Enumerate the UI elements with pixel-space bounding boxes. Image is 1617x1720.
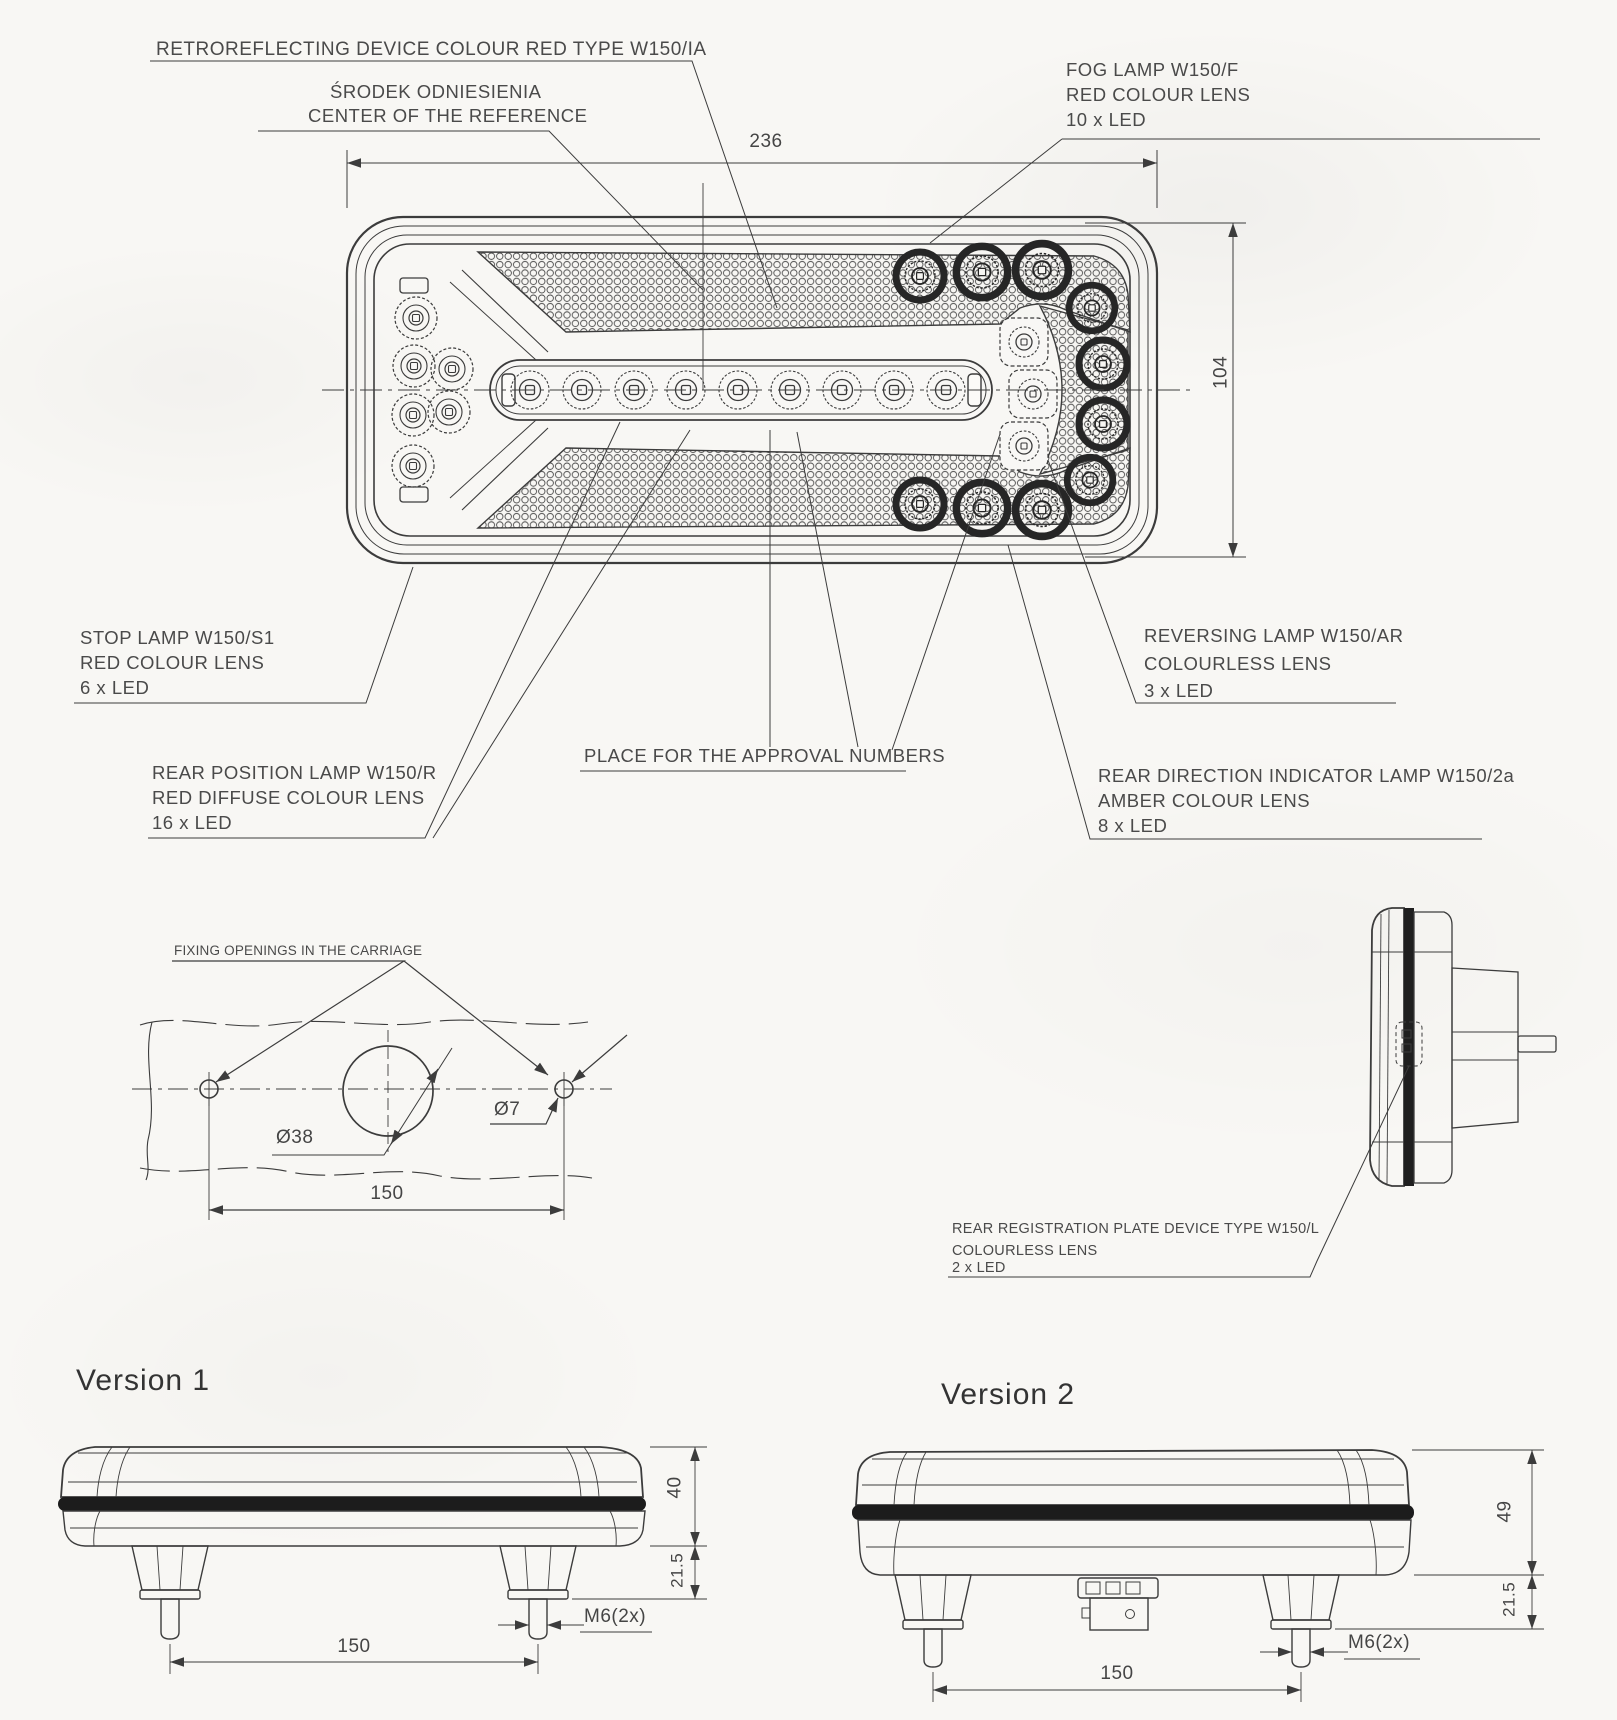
- callout-stop-line1: STOP LAMP W150/S1: [80, 627, 275, 648]
- callout-registration-line2: COLOURLESS LENS: [952, 1243, 1098, 1259]
- dim-v1-stud-spacing: 150: [337, 1636, 371, 1657]
- connector-block: [1078, 1578, 1158, 1630]
- version2-drawing: [852, 1450, 1544, 1702]
- dim-v1-stud-length: 21.5: [667, 1552, 687, 1588]
- callout-reversing-line2: COLOURLESS LENS: [1144, 653, 1332, 674]
- callout-retroreflecting: RETROREFLECTING DEVICE COLOUR RED TYPE W150/IA: [156, 39, 707, 60]
- dim-hole-large: Ø38: [276, 1127, 314, 1148]
- dim-v2-thread: M6(2x): [1348, 1632, 1411, 1653]
- callout-fixing-openings: FIXING OPENINGS IN THE CARRIAGE: [174, 943, 423, 958]
- dim-v2-stud-spacing: 150: [1100, 1663, 1134, 1684]
- version2-title: Version 2: [941, 1378, 1076, 1411]
- callout-leader-lines: [74, 61, 1540, 839]
- callout-indicator-line3: 8 x LED: [1098, 815, 1168, 836]
- callout-approval: PLACE FOR THE APPROVAL NUMBERS: [584, 745, 946, 766]
- callout-fog-line1: FOG LAMP W150/F: [1066, 59, 1239, 80]
- dim-hole-spacing: 150: [370, 1183, 404, 1204]
- callout-indicator-line1: REAR DIRECTION INDICATOR LAMP W150/2a: [1098, 765, 1515, 786]
- callout-stop-line3: 6 x LED: [80, 677, 150, 698]
- front-view-drawing: [322, 183, 1190, 563]
- callout-rear-position-line3: 16 x LED: [152, 812, 233, 833]
- callout-reversing-line3: 3 x LED: [1144, 680, 1214, 701]
- callout-stop-line2: RED COLOUR LENS: [80, 652, 265, 673]
- dim-front-width: 236: [749, 131, 783, 152]
- callout-indicator-line2: AMBER COLOUR LENS: [1098, 790, 1311, 811]
- fixing-openings-drawing: [132, 961, 627, 1220]
- callout-rear-position-line2: RED DIFFUSE COLOUR LENS: [152, 787, 425, 808]
- callout-reversing-line1: REVERSING LAMP W150/AR: [1144, 625, 1404, 646]
- reversing-lamp-leds: [1000, 318, 1057, 470]
- callout-reference-en: CENTER OF THE REFERENCE: [308, 105, 588, 126]
- dim-v1-thread: M6(2x): [584, 1606, 647, 1627]
- version1-title: Version 1: [76, 1364, 211, 1397]
- dim-v2-body-height: 49: [1494, 1500, 1516, 1523]
- dim-v2-stud-length: 21.5: [1499, 1581, 1519, 1617]
- callout-registration-line3: 2 x LED: [952, 1260, 1006, 1276]
- dim-hole-small: Ø7: [494, 1099, 521, 1120]
- callout-fog-line2: RED COLOUR LENS: [1066, 84, 1251, 105]
- callout-rear-position-line1: REAR POSITION LAMP W150/R: [152, 762, 437, 783]
- dim-front-height: 104: [1210, 355, 1232, 390]
- dim-v1-body-height: 40: [664, 1476, 686, 1499]
- callout-registration-line1: REAR REGISTRATION PLATE DEVICE TYPE W150/L: [952, 1221, 1320, 1237]
- callout-fog-line3: 10 x LED: [1066, 109, 1147, 130]
- callout-reference-pl: ŚRODEK ODNIESIENIA: [330, 81, 542, 102]
